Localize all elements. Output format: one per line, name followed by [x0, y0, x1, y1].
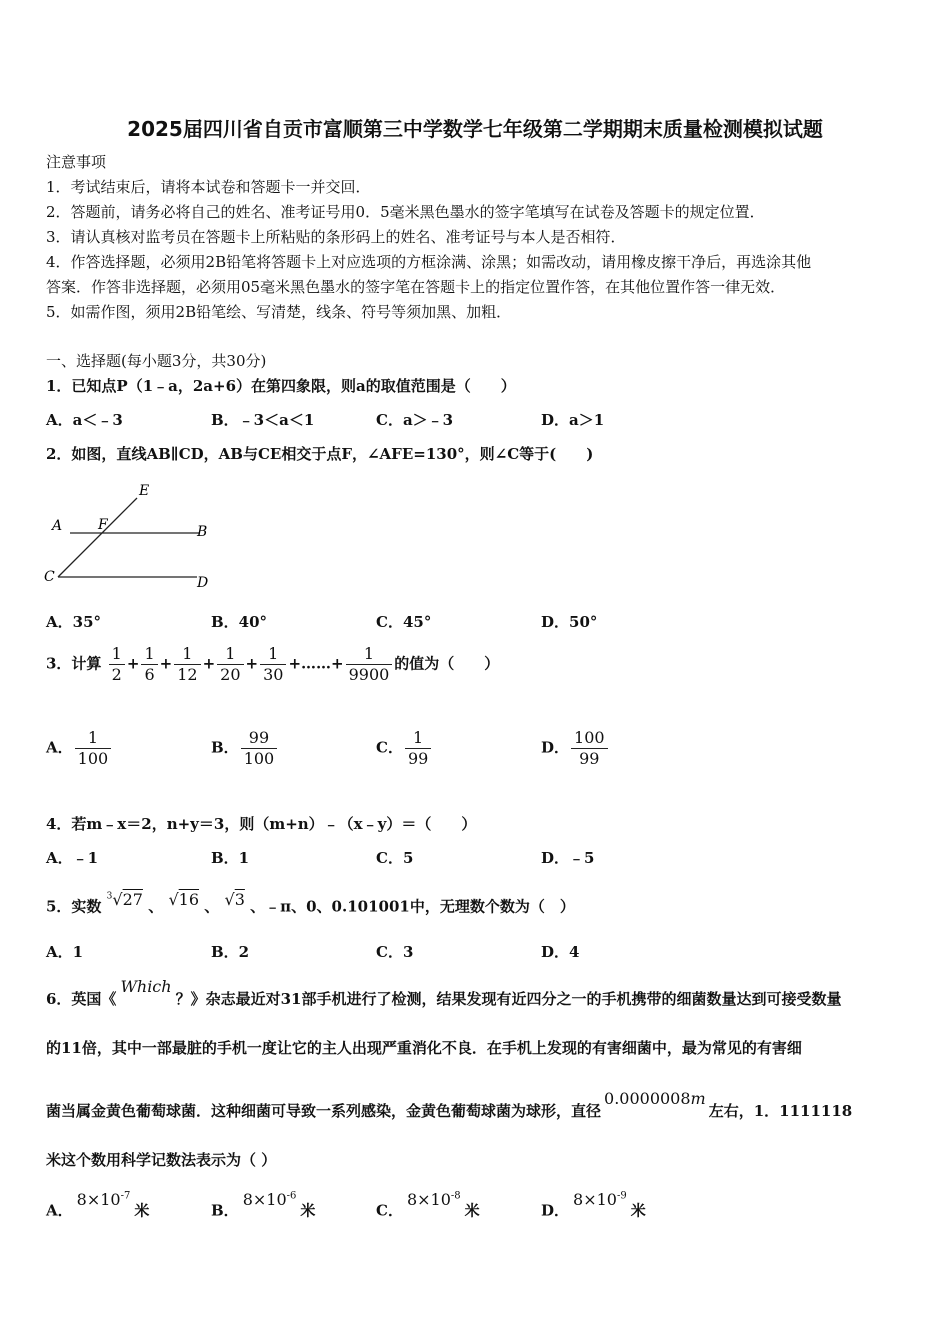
q3-frac-last: $\frac{1}{9900}$: [346, 645, 393, 684]
line-ce: [58, 498, 137, 577]
label-d: D: [197, 575, 209, 591]
q6-line-1: 6．英国《Which？》杂志最近对31部手机进行了检测，结果发现有近四分之一的手机携带的细菌数量达到可接受数量: [46, 977, 842, 1008]
q1-option-c: C．a＞﹣3: [376, 411, 454, 429]
q6-option-c: C．$8\times 10^{-8}$米: [376, 1190, 480, 1220]
q3-suffix: 的值为（ ）: [394, 654, 500, 673]
q6-option-a: A．$8\times 10^{-7}$米: [46, 1190, 150, 1220]
q1-option-a: A．a＜﹣3: [46, 411, 123, 429]
q6-option-d: D．$8\times 10^{-9}$米: [541, 1190, 646, 1220]
label-a: A: [52, 518, 63, 534]
q3-frac-1: $\frac{1}{2}$: [109, 645, 125, 684]
q3-frac-2: $\frac{1}{6}$: [141, 645, 157, 684]
q4-option-c: C．5: [376, 849, 414, 867]
q3-prefix: 3．计算: [46, 654, 102, 673]
notice-item-1: 1．考试结束后，请将本试卷和答题卡一并交回．: [46, 178, 371, 196]
q3-option-c: C． $\frac{1}{99}$: [376, 729, 433, 768]
q4-option-a: A．﹣1: [46, 849, 99, 867]
q3-option-b: B． $\frac{99}{100}$: [211, 729, 279, 768]
q6-line-3: 菌当属金黄色葡萄球菌．这种细菌可导致一系列感染，金黄色葡萄球菌为球形，直径0.0000008m左右，1．1111118: [46, 1089, 853, 1120]
label-f: F: [98, 517, 108, 533]
section-heading: 一、选择题(每小题3分，共30分): [46, 352, 267, 370]
notice-item-4: 4．作答选择题，必须用2B铅笔将答题卡上对应选项的方框涂满、涂黑；如需改动，请用橡皮擦干净后，再选涂其他: [46, 253, 812, 271]
label-e: E: [139, 483, 150, 499]
notice-item-3: 3．请认真核对监考员在答题卡上所粘贴的条形码上的姓名、准考证号与本人是否相符．: [46, 228, 626, 246]
q5-stem: 5．实数 $^3$√27 、 √16 、 √3 、﹣π、0、0.101001中，无理数个数为（ ）: [46, 890, 575, 916]
q6-line-2: 的11倍，其中一部最脏的手机一度让它的主人出现严重消化不良．在手机上发现的有害细菌中，最为常见的有害细: [46, 1039, 802, 1057]
q2-option-a: A．35°: [46, 613, 102, 631]
label-b: B: [197, 524, 208, 540]
notice-heading: 注意事项: [46, 153, 107, 171]
q3-option-d: D． $\frac{100}{99}$: [541, 729, 610, 768]
q3-frac-3: $\frac{1}{12}$: [174, 645, 200, 684]
q3-ellipsis: +……+: [288, 654, 344, 673]
sqrt-3: √3: [224, 890, 245, 910]
q2-option-b: B．40°: [211, 613, 268, 631]
q2-option-c: C．45°: [376, 613, 432, 631]
notice-item-2: 2．答题前，请务必将自己的姓名、准考证号用0．5毫米黑色墨水的签字笔填写在试卷及答题卡的规定位置．: [46, 203, 765, 221]
q3-frac-4: $\frac{1}{20}$: [217, 645, 243, 684]
sqrt-16: √16: [168, 890, 200, 910]
q1-option-b: B．﹣3＜a＜1: [211, 411, 315, 429]
q5-option-b: B．2: [211, 943, 250, 961]
q3-frac-5: $\frac{1}{30}$: [260, 645, 286, 684]
q1-option-d: D．a＞1: [541, 411, 605, 429]
diameter-value: 0.0000008m: [604, 1089, 706, 1108]
q1-stem: 1．已知点P（1﹣a，2a+6）在第四象限，则a的取值范围是（ ）: [46, 377, 516, 395]
q5-option-d: D．4: [541, 943, 580, 961]
q5-option-c: C．3: [376, 943, 414, 961]
q5-option-a: A．1: [46, 943, 84, 961]
q3-stem: 3．计算 $\frac{1}{2}$ + $\frac{1}{6}$ + $\frac{1}{12}$ + $\frac{1}{20}$ + $\frac{1}{30}$ +……+ $\frac{1}{9900}$ 的值为（ ）: [46, 644, 500, 684]
parallel-lines-figure: [40, 478, 220, 593]
q6-line-4: 米这个数用科学记数法表示为（ ）: [46, 1151, 277, 1169]
q4-option-b: B．1: [211, 849, 250, 867]
q2-stem: 2．如图，直线AB∥CD，AB与CE相交于点F，∠AFE=130°，则∠C等于( ): [46, 445, 594, 463]
q4-option-d: D．﹣5: [541, 849, 595, 867]
q4-stem: 4．若m﹣x＝2，n+y＝3，则（m+n）﹣（x﹣y）＝（ ）: [46, 815, 477, 833]
notice-item-5: 5．如需作图，须用2B铅笔绘、写清楚，线条、符号等须加黑、加粗．: [46, 303, 512, 321]
q2-option-d: D．50°: [541, 613, 598, 631]
cube-root-27: $^3$√27: [106, 890, 143, 910]
exam-title: 2025届四川省自贡市富顺第三中学数学七年级第二学期期末质量检测模拟试题: [127, 117, 823, 141]
label-c: C: [44, 569, 55, 585]
q6-option-b: B．$8\times 10^{-6}$米: [211, 1190, 316, 1220]
which-magazine: Which: [120, 977, 172, 996]
q3-option-a: A． $\frac{1}{100}$: [46, 729, 113, 768]
notice-item-4-cont: 答案．作答非选择题，必须用05毫米黑色墨水的签字笔在答题卡上的指定位置作答，在其他位置作答一律无效．: [46, 278, 786, 296]
